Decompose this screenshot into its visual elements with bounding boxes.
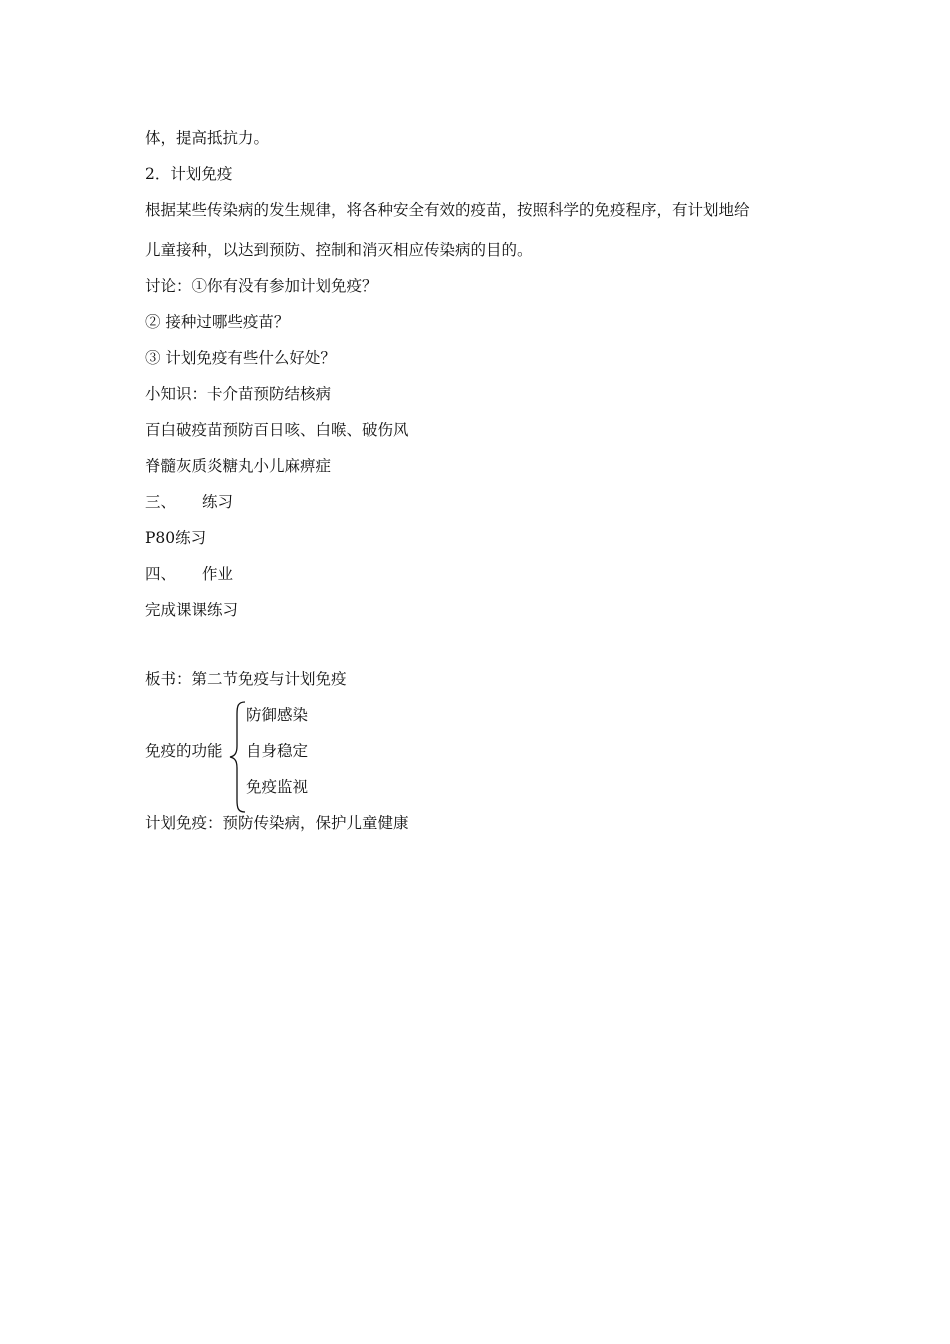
section-heading-homework (145, 564, 233, 584)
section-number: 四、 (145, 565, 177, 583)
discussion-question-1: 讨论：①你有没有参加计划免疫？ (145, 277, 378, 295)
tip-line-3: 脊髓灰质炎糖丸小儿麻痹症 (145, 457, 332, 475)
text-line-1: 体，提高抵抗力。 (145, 129, 270, 147)
discussion-question-3: ③ 计划免疫有些什么好处？ (145, 349, 336, 367)
subheading-planned-immunization: 2．计划免疫 (145, 165, 233, 183)
tip-line-2: 百白破疫苗预防百日咳、白喉、破伤风 (145, 421, 409, 439)
text-line-3: 根据某些传染病的发生规律，将各种安全有效的疫苗，按照科学的免疫程序，有计划地给 (145, 201, 750, 219)
section-title: 练习 (202, 493, 234, 511)
plan-line: 计划免疫：预防传染病，保护儿童健康 (145, 814, 409, 832)
function-item-3: 免疫监视 (246, 778, 309, 796)
function-label: 免疫的功能 (145, 742, 223, 760)
function-item-1: 防御感染 (246, 706, 309, 724)
tip-line-1: 小知识：卡介苗预防结核病 (145, 385, 332, 403)
section-heading-practice (145, 492, 233, 512)
board-heading: 板书：第二节免疫与计划免疫 (145, 670, 347, 688)
text-line-4: 儿童接种，以达到预防、控制和消灭相应传染病的目的。 (145, 241, 533, 259)
function-item-2: 自身稳定 (246, 742, 309, 760)
section-title: 作业 (202, 565, 234, 583)
curly-brace-icon (228, 700, 248, 814)
discussion-question-2: ② 接种过哪些疫苗？ (145, 313, 290, 331)
homework-text: 完成课课练习 (145, 601, 239, 619)
section-number: 三、 (145, 493, 177, 511)
practice-text: P80练习 (145, 529, 207, 547)
